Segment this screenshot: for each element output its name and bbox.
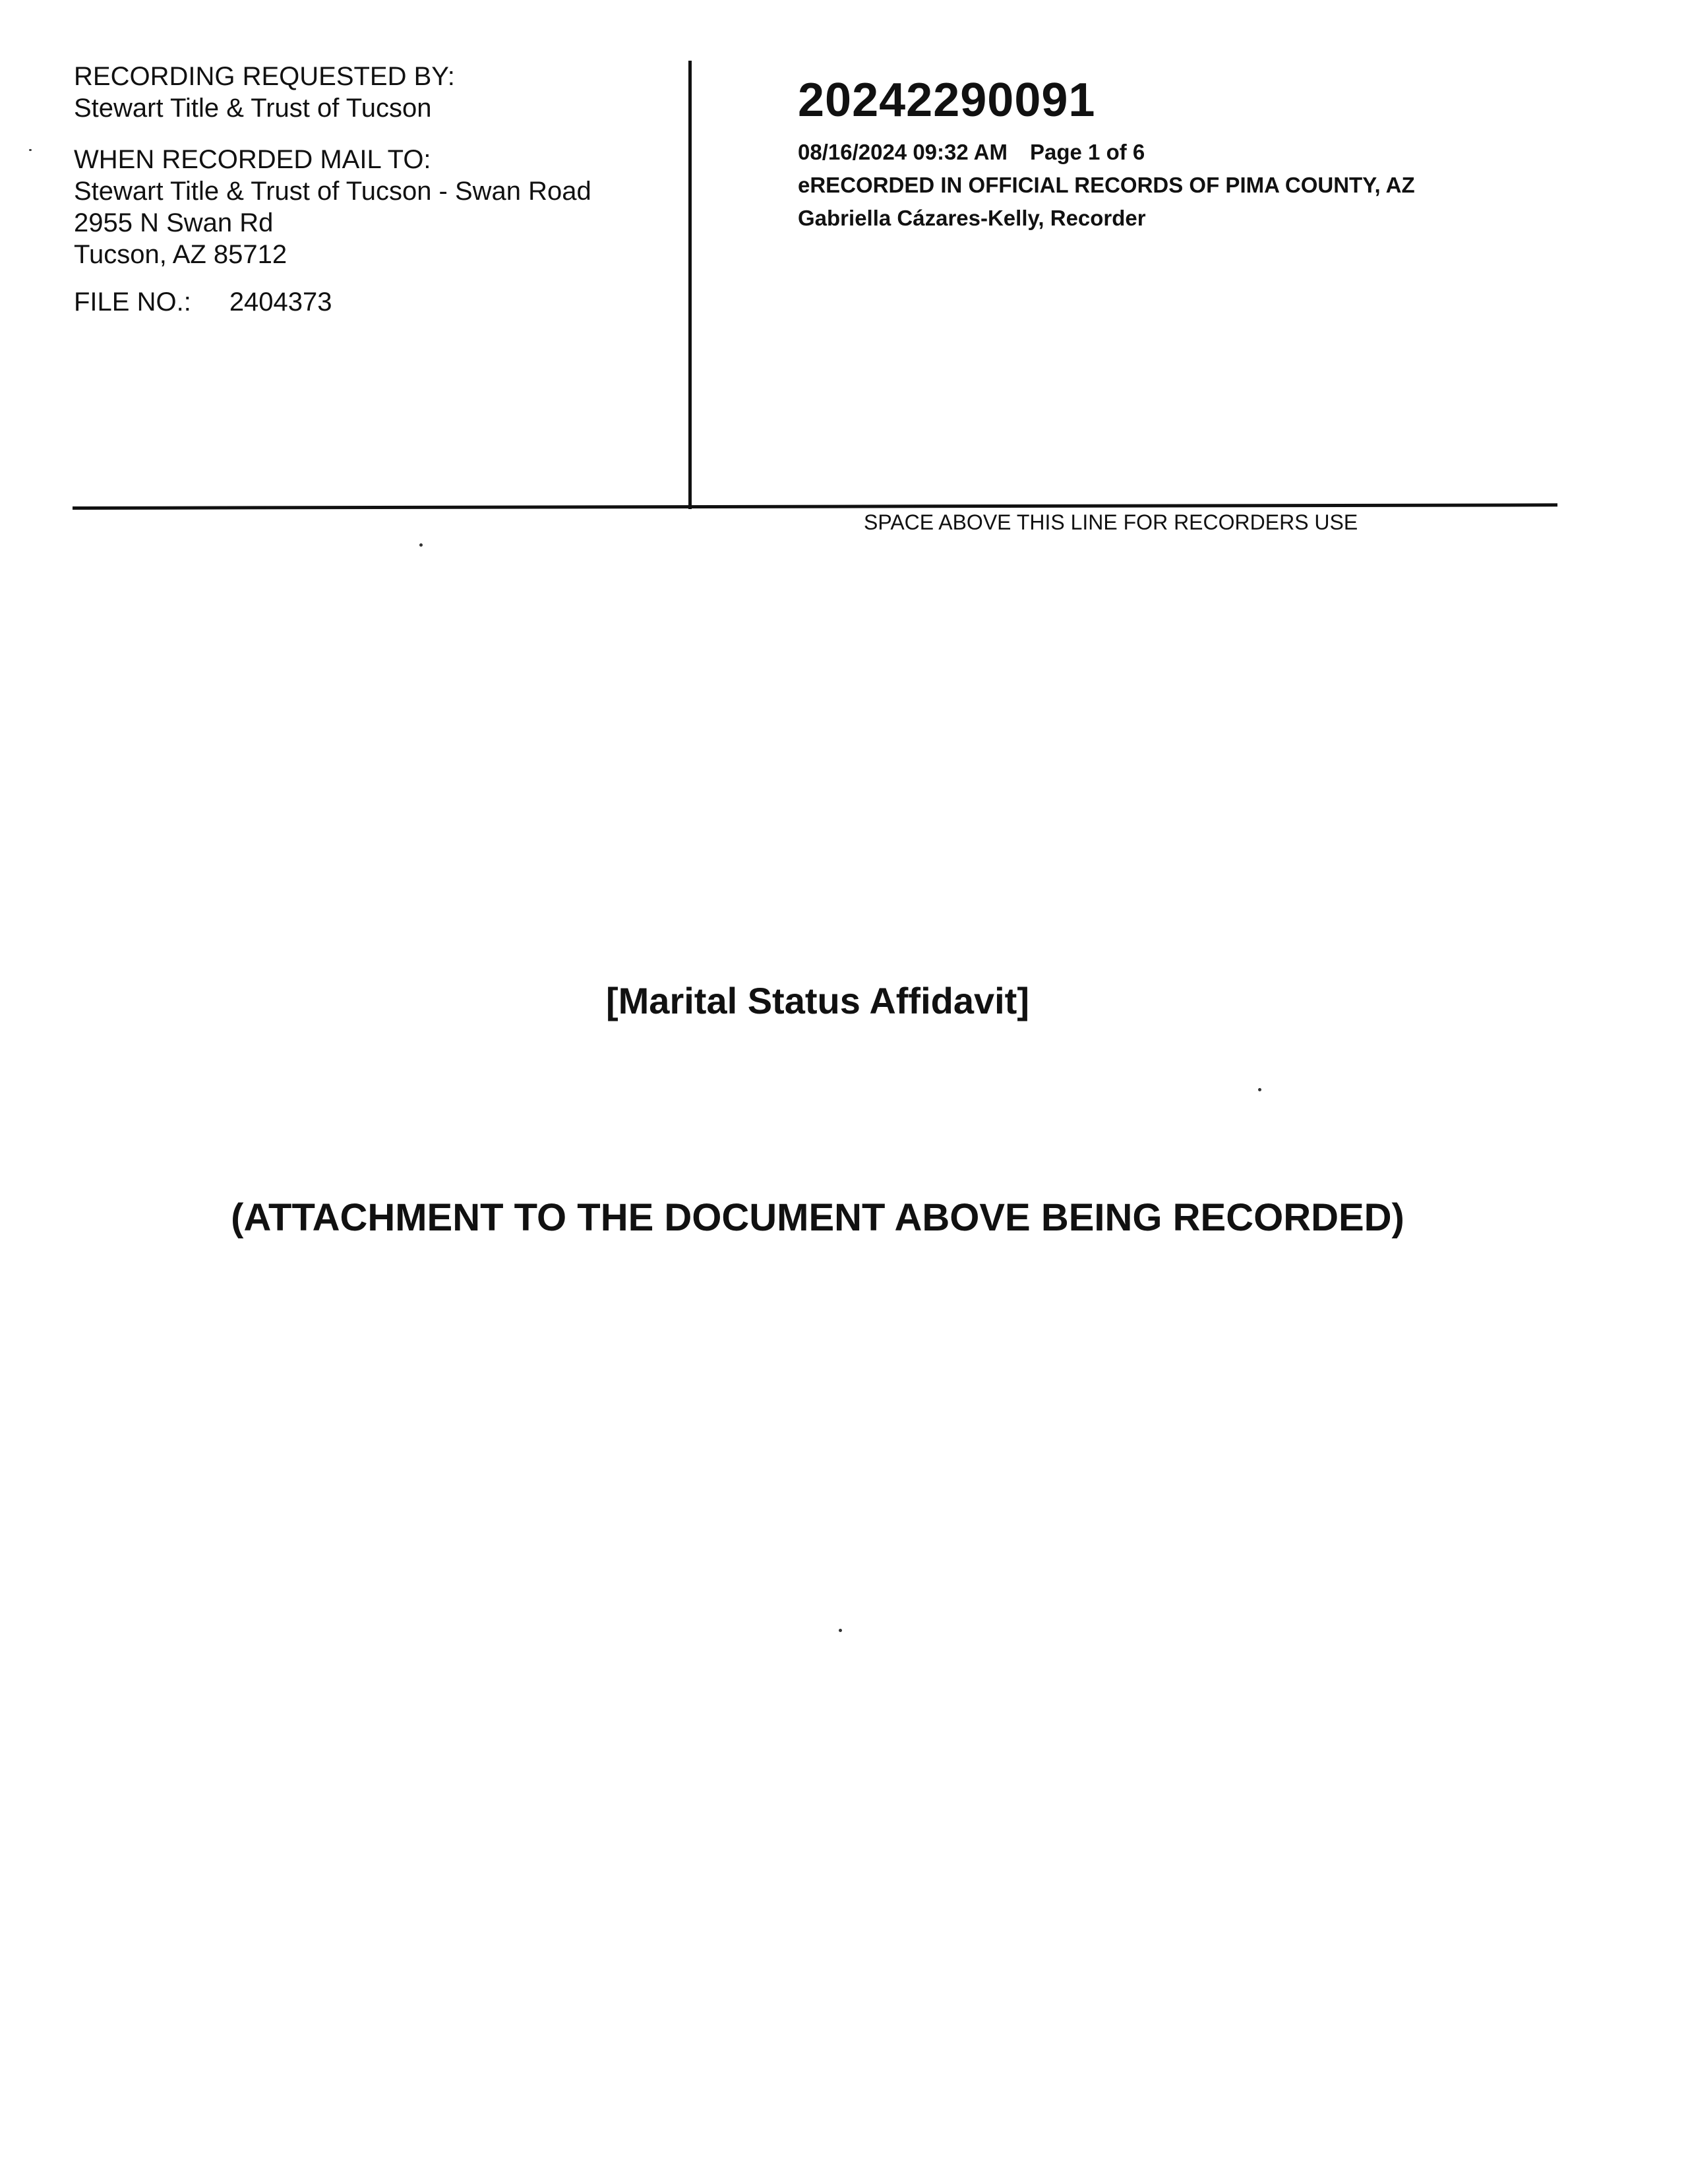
scan-speck	[1258, 1088, 1261, 1091]
page-info: Page 1 of 6	[1030, 140, 1145, 164]
mail-to-label: WHEN RECORDED MAIL TO:	[74, 145, 431, 174]
recording-datetime-row	[798, 136, 1589, 169]
recording-number: 20242290091	[798, 74, 1096, 127]
recording-requested-label: RECORDING REQUESTED BY:	[74, 62, 455, 91]
recording-datetime: 08/16/2024 09:32 AM	[798, 140, 1008, 164]
scan-speck	[419, 543, 423, 547]
file-number-row	[74, 286, 687, 318]
vertical-divider	[688, 61, 692, 509]
recording-info-block	[74, 61, 687, 318]
recorder-name: Gabriella Cázares-Kelly, Recorder	[798, 206, 1146, 230]
mail-to-street: 2955 N Swan Rd	[74, 208, 274, 237]
file-number-label: FILE NO.:	[74, 288, 191, 317]
mail-to-name: Stewart Title & Trust of Tucson - Swan Road	[74, 177, 591, 206]
scan-speck	[29, 149, 32, 151]
scan-speck	[839, 1629, 842, 1632]
attachment-note: (ATTACHMENT TO THE DOCUMENT ABOVE BEING RECORDED)	[231, 1196, 1404, 1239]
mail-to-city: Tucson, AZ 85712	[74, 240, 287, 269]
file-number-value: 2404373	[229, 288, 332, 317]
document-title: [Marital Status Affidavit]	[606, 980, 1029, 1021]
recorders-use-note: SPACE ABOVE THIS LINE FOR RECORDERS USE	[864, 510, 1358, 534]
recorded-in-line: eRECORDED IN OFFICIAL RECORDS OF PIMA COUNTY, AZ	[798, 173, 1415, 197]
recording-requested-by: Stewart Title & Trust of Tucson	[74, 94, 432, 123]
recorder-stamp-block	[798, 73, 1589, 235]
